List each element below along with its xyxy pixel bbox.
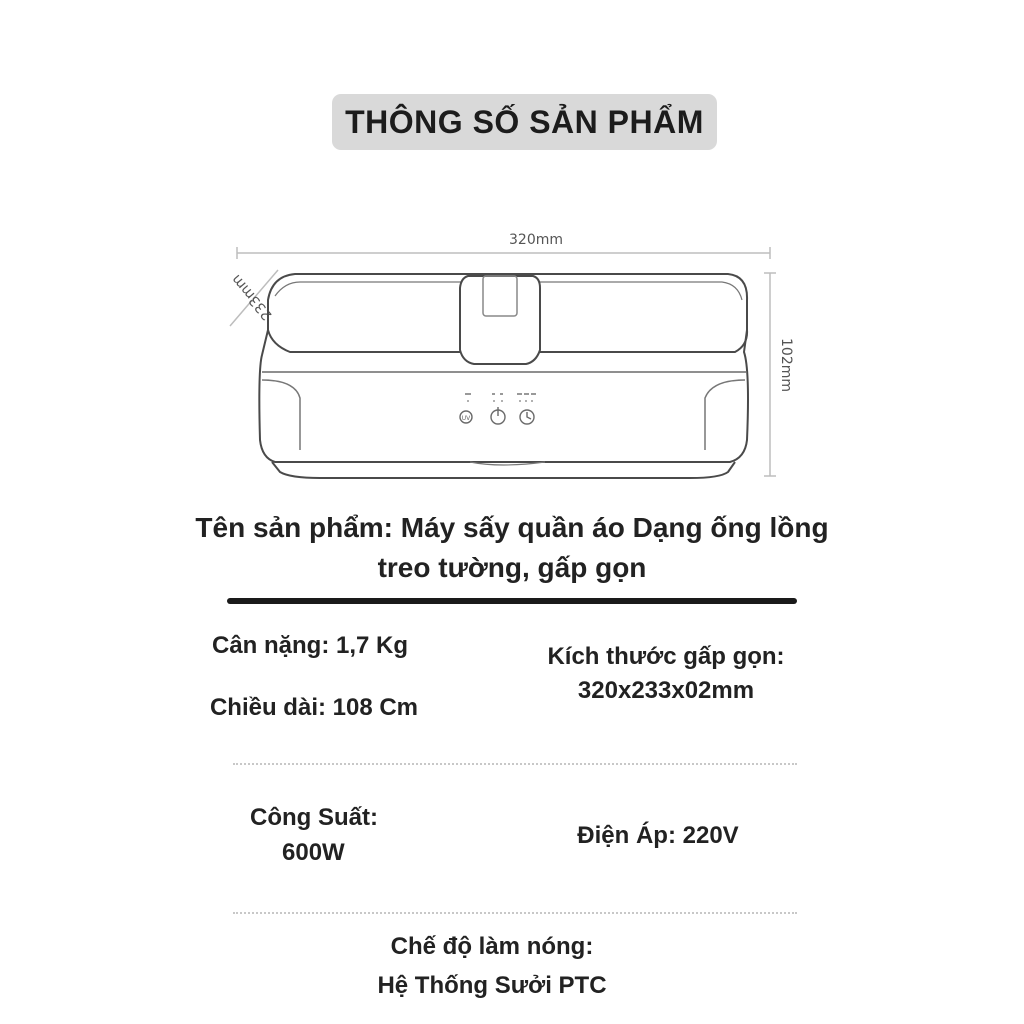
control-panel (460, 407, 534, 424)
spec-heating-label: Chế độ làm nóng: (390, 933, 594, 960)
height-label: 102mm (778, 338, 794, 392)
depth-dimension (230, 270, 278, 326)
spec-power-value: 600W (282, 839, 345, 866)
uv-icon (460, 411, 472, 423)
dotted-divider-2 (233, 912, 797, 914)
uv-label: UV (461, 415, 471, 422)
height-dimension (764, 273, 776, 476)
spec-weight: Cân nặng: 1,7 Kg (211, 632, 409, 659)
spec-voltage: Điện Áp: 220V (577, 822, 739, 849)
width-label: 320mm (509, 232, 563, 248)
dotted-divider-1 (233, 763, 797, 765)
spec-length: Chiều dài: 108 Cm (209, 694, 419, 721)
power-icon (491, 410, 505, 424)
section-divider (227, 598, 797, 604)
page-title: THÔNG SỐ SẢN PHẨM (332, 94, 717, 150)
clock-icon (520, 410, 534, 424)
product-name: Tên sản phẩm: Máy sấy quần áo Dạng ống lồng treo tường, gấp gọn (195, 512, 829, 583)
spec-folded-value: 320x233x02mm (577, 677, 755, 704)
spec-heating-value: Hệ Thống Sưởi PTC (377, 972, 607, 999)
depth-label: 233mm (228, 271, 276, 323)
spec-power-label: Công Suất: (250, 804, 378, 831)
dryer-box (259, 274, 748, 478)
indicator-dots (465, 393, 536, 402)
spec-folded-label: Kích thước gấp gọn: (547, 643, 785, 670)
width-dimension (237, 247, 770, 259)
